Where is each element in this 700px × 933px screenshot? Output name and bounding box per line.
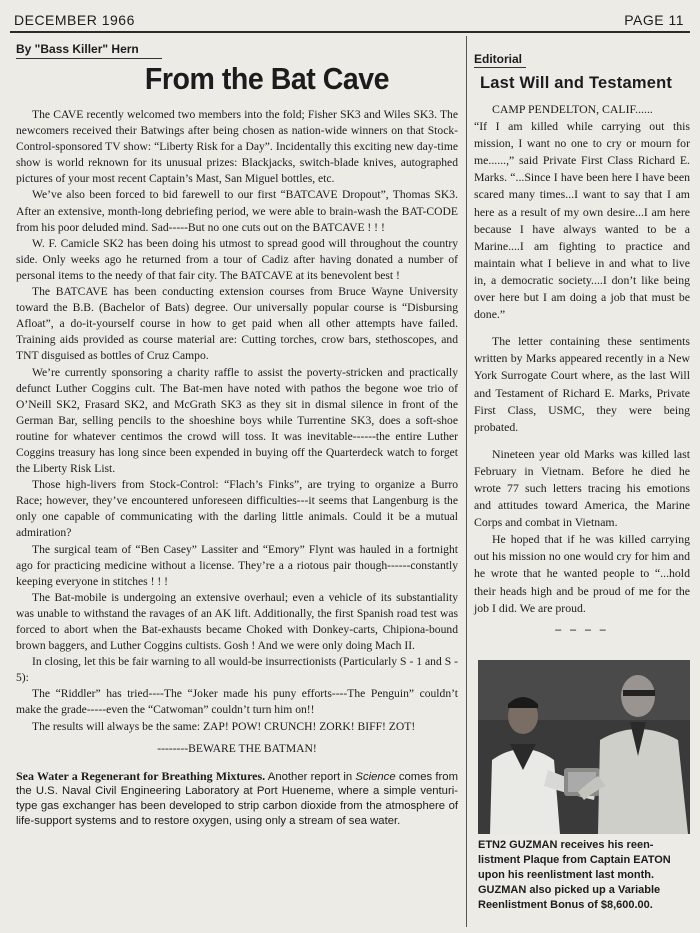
article-paragraph: W. F. Camicle SK2 has been doing his utmost to spread good will throughout the country side. Only weeks ago he returned from a tour of Cadiz after having donated a number of personal items to the needy of that fair city. The BATCAVE at its benevolent best ! bbox=[16, 236, 458, 282]
article-paragraph: In closing, let this be fair warning to all would-be insurrectionists (Particularly S - 1 and S - 5): bbox=[16, 655, 458, 685]
editorial-body bbox=[474, 101, 690, 634]
caption-line: GUZMAN also picked up a Variable bbox=[478, 884, 661, 897]
issue-date: DECEMBER 1966 bbox=[14, 12, 135, 28]
page-number: PAGE 11 bbox=[624, 12, 684, 28]
sea-water-text: Another report in bbox=[265, 770, 356, 783]
editorial-title: Last Will and Testament bbox=[480, 74, 673, 92]
caption-line: listment Plaque from Captain EATON bbox=[478, 854, 671, 867]
article-paragraph: The surgical team of “Ben Casey” Lassiter and “Emory” Flynt was hauled in a fortnight ago for practicing medicine without a license. They’re a a riotous pair though------constantly keeping everyone in stitches ! ! ! bbox=[16, 542, 458, 588]
science-journal-name: Science bbox=[355, 770, 396, 783]
reenlistment-photo-image bbox=[478, 660, 690, 834]
header-rule bbox=[10, 31, 690, 33]
editorial-paragraph: He hoped that if he was killed carrying out his mission no one would cry for him and he wrote that he wanted people to “...hold their heads high and be proud of me for the job I did. We are proud. bbox=[474, 532, 690, 615]
sea-water-item bbox=[16, 769, 458, 828]
article-title: From the Bat Cave bbox=[144, 61, 390, 96]
caption-line: Reenlistment Bonus of $8,600.00. bbox=[478, 899, 653, 912]
editorial-column bbox=[474, 38, 690, 634]
byline-rule bbox=[16, 58, 162, 59]
article-paragraph: The CAVE recently welcomed two members into the fold; Fisher SK3 and Wiles SK3. The newcomers received their Batwings after being chosen as nation-wide winners on that Stock-Control-sponsored TV show: “Liberty Risk for a Day”. Incidentally this exciting new day-time show is world reknown for its unusual prizes: Blackjacks, switch-blade knives, autographed pictures of your most recent Captain’s Mast, San Miguel bottles, etc. bbox=[16, 108, 458, 186]
caption-line: upon his reenlistment last month. bbox=[478, 869, 655, 882]
article-paragraph: The Bat-mobile is undergoing an extensive overhaul; even a vehicle of its substantiality was unable to withstand the ravages of an AK lift. Additionally, the first Spanish road test was forced to abort when the Bat-exhausts became Choked with Donkey-carts, Chipiona-bound brown baggers, and Luther Coggins cultists. Gosh ! And we were only doing Mach II. bbox=[16, 590, 458, 653]
editorial-paragraph: Nineteen year old Marks was killed last February in Vietnam. Before he died he wrote 77 such letters tracing his emotions and attitudes toward America, the Marine Corps and combat in Vietnam. bbox=[474, 446, 690, 530]
reenlistment-photo bbox=[478, 660, 690, 834]
editorial-rule bbox=[474, 67, 526, 68]
article-paragraph: We’ve also been forced to bid farewell to our first “BATCAVE Dropout”, Thomas SK3. After an extensive, month-long debriefing period, we were able to brain-wash the BAT-CODE from his poor deluded mind. Sad-----But no one cuts out on the BATCAVE ! ! ! bbox=[16, 188, 458, 234]
bat-cave-article bbox=[16, 38, 458, 828]
article-paragraph: Those high-livers from Stock-Control: “Flach’s Finks”, are trying to organize a Burro Race; however, they’ve encountered unforeseen difficulties---it seems that Langenburg is the only one capable of communicating with the darling little animals. Could it be a mutual admiration? bbox=[16, 478, 458, 540]
article-paragraph: The BATCAVE has been conducting extension courses from Bruce Wayne University toward the B.B. (Bachelor of Bats) degree. Our universally popular course is “Disbursing Afloat”, a do-it-yourself course in how to get paid when all other attempts have failed. Training aids provided as course material are: Cutting torches, crow bars, stethoscopes, and TNT disguised as bottles of Cruz Campo. bbox=[16, 285, 458, 363]
beware-line: --------BEWARE THE BATMAN! bbox=[157, 741, 317, 755]
article-paragraph: The “Riddler” has tried----The “Joker made his puny efforts----The Penguin” couldn’t make the grade-----even the “Catwoman” couldn’t turn him on!! bbox=[16, 687, 458, 717]
end-mark: _ _ _ _ bbox=[555, 617, 609, 632]
sea-water-text: comes from the U.S. Naval Civil Engineering Laboratory at Port Hueneme, where a simple venturi-type gas exchanger has been developed to strip carbon dioxide from the atmosphere of life-support systems and to restore oxygen, using only a stream of sea water. bbox=[16, 770, 458, 827]
editorial-paragraph: The letter containing these sentiments written by Marks appeared recently in a New York Surrogate Court where, as the last Will and Testament of Richard E. Marks, Private First Class, USMC, they were being probated. bbox=[474, 334, 690, 434]
article-body bbox=[16, 107, 458, 757]
editorial-label: Editorial bbox=[474, 52, 523, 66]
article-paragraph: We’re currently sponsoring a charity raffle to assist the poverty-stricken and practically defunct Luther Coggins cult. The Bat-men have noted with pathos the begone woe trio of O’Neill SK2, Frasard SK2, and McGrath SK3 as they sit in dismal silence in front of the German Bar, selling pencils to the shoeshine boys while Turrentine SK3, does a soft-shoe routine for whatever centimos the crowd will toss. It was inevitable------the entire Luther Coggins treasury has long since been expended in buying off the Quarterdeck watch to forget the Liberty Risk List. bbox=[16, 365, 458, 476]
byline: By "Bass Killer" Hern bbox=[16, 42, 139, 56]
editorial-paragraph: “If I am killed while carrying out this mission, I want no one to cry or mourn for me......,” said Private First Class Richard E. Marks. “...Since I have been here I have been scared many times...I want to say that I am here as a result of my own desire...I am here because I have always wanted to be a Marine....I am fighting to practice and maintain what I believe in and what to live in, a democratic society....I don’t like being over here but I am doing a job that must be done.” bbox=[474, 119, 690, 322]
photo-caption bbox=[478, 838, 692, 913]
article-paragraph: The results will always be the same: ZAP! POW! CRUNCH! ZORK! BIFF! ZOT! bbox=[32, 719, 416, 733]
editorial-paragraph: CAMP PENDELTON, CALIF...... bbox=[492, 102, 653, 116]
column-divider bbox=[466, 36, 467, 927]
sea-water-title: Sea Water a Regenerant for Breathing Mixtures. bbox=[16, 768, 266, 783]
caption-line: ETN2 GUZMAN receives his reen- bbox=[478, 839, 654, 851]
